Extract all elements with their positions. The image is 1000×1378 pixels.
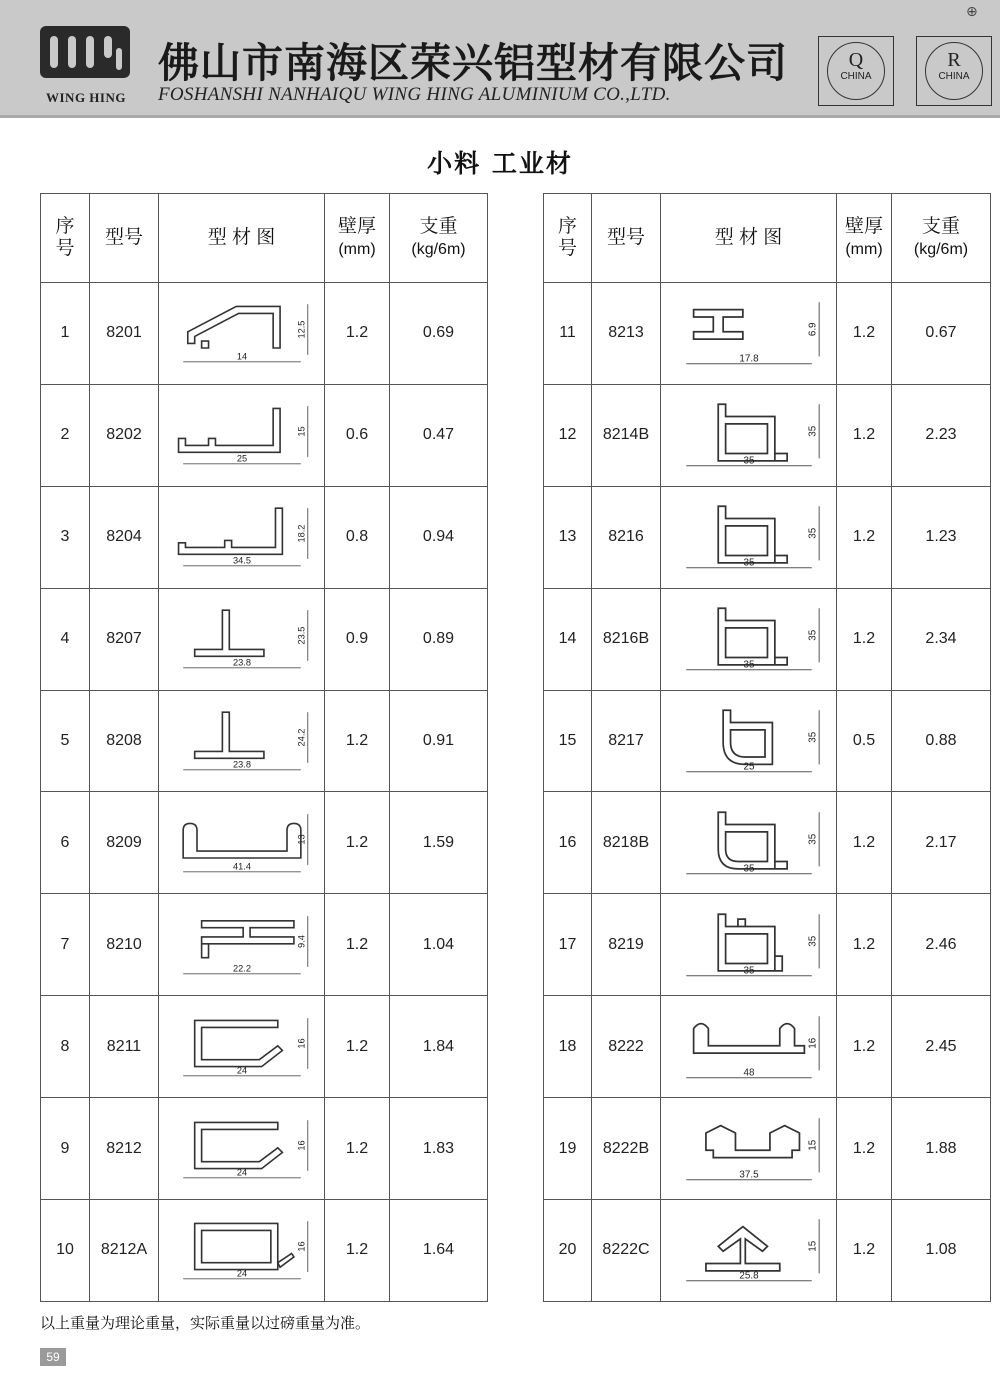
header-seq: 序号 [544, 194, 592, 283]
cert-r-letter: R [947, 49, 961, 71]
dimension-height-label: 16 [295, 1038, 306, 1049]
row-seq: 9 [41, 1098, 90, 1200]
row-model: 8212A [90, 1200, 159, 1302]
dimension-height-label: 23.5 [295, 626, 306, 645]
dimension-width-label: 22.2 [232, 963, 251, 974]
dimension-width-label: 17.8 [738, 353, 759, 365]
profile-drawing-icon [167, 396, 317, 474]
cert-r-label: CHINA [938, 71, 970, 82]
dimension-height-label: 9.4 [295, 934, 306, 948]
dimension-width-label: 48 [743, 1066, 754, 1078]
row-drawing [159, 792, 325, 894]
dimension-height-label: 35 [806, 731, 818, 743]
table-row [41, 996, 488, 1098]
profile-table-left [40, 193, 488, 1302]
table-row [41, 384, 488, 486]
header-seq: 序号 [41, 194, 90, 283]
dimension-height-label: 12.5 [295, 320, 306, 339]
row-weight: 0.88 [892, 690, 991, 792]
header-thickness: 壁厚 (mm) [837, 194, 892, 283]
header-model: 型号 [90, 194, 159, 283]
table-row [544, 996, 991, 1098]
weight-footnote: 以上重量为理论重量，实际重量以过磅重量为准。 [40, 1314, 371, 1332]
row-thickness: 1.2 [837, 894, 892, 996]
dimension-height-label: 16 [295, 1241, 306, 1253]
profile-drawing-icon [167, 906, 317, 984]
row-seq: 1 [41, 283, 90, 385]
row-weight: 1.23 [892, 486, 991, 588]
row-weight: 1.84 [390, 996, 488, 1098]
row-drawing [661, 1200, 837, 1302]
row-drawing [159, 1098, 325, 1200]
dimension-height-label: 18.2 [295, 524, 306, 543]
row-thickness: 1.2 [325, 894, 390, 996]
row-thickness: 1.2 [325, 283, 390, 385]
row-thickness: 1.2 [837, 486, 892, 588]
profile-drawing-icon [669, 702, 829, 780]
row-model: 8213 [592, 283, 661, 385]
row-seq: 14 [544, 588, 592, 690]
table-row [544, 792, 991, 894]
dimension-height-label: 35 [806, 935, 818, 947]
row-model: 8211 [90, 996, 159, 1098]
row-thickness: 1.2 [325, 792, 390, 894]
row-drawing [661, 588, 837, 690]
profile-drawing-icon [669, 600, 829, 678]
header-drawing: 型 材 图 [159, 194, 325, 283]
row-seq: 15 [544, 690, 592, 792]
row-model: 8204 [90, 486, 159, 588]
dimension-width-label: 25.8 [738, 1270, 759, 1282]
dimension-width-label: 23.8 [232, 657, 251, 668]
row-model: 8202 [90, 384, 159, 486]
table-row [544, 486, 991, 588]
row-drawing [159, 486, 325, 588]
table-row [41, 690, 488, 792]
row-drawing [661, 486, 837, 588]
row-seq: 11 [544, 283, 592, 385]
dimension-width-label: 35 [743, 659, 754, 671]
row-seq: 3 [41, 486, 90, 588]
row-seq: 7 [41, 894, 90, 996]
row-weight: 1.64 [390, 1200, 488, 1302]
table-row [41, 588, 488, 690]
row-thickness: 1.2 [837, 792, 892, 894]
profile-drawing-icon [167, 804, 317, 882]
table-row [544, 894, 991, 996]
profile-table-right [543, 193, 991, 1302]
row-weight: 0.69 [390, 283, 488, 385]
row-weight: 1.59 [390, 792, 488, 894]
dimension-height-label: 35 [806, 629, 818, 641]
dimension-width-label: 35 [743, 965, 754, 977]
dimension-width-label: 25 [743, 761, 754, 773]
row-weight: 0.67 [892, 283, 991, 385]
profile-drawing-icon [167, 1211, 317, 1289]
header-model: 型号 [592, 194, 661, 283]
profile-drawing-icon [167, 702, 317, 780]
row-model: 8218B [592, 792, 661, 894]
dimension-width-label: 14 [236, 351, 247, 362]
row-drawing [159, 894, 325, 996]
dimension-width-label: 25 [236, 453, 247, 464]
row-seq: 16 [544, 792, 592, 894]
dimension-width-label: 35 [743, 557, 754, 569]
row-model: 8216B [592, 588, 661, 690]
row-seq: 12 [544, 384, 592, 486]
page-title: 小料 工业材 [427, 149, 573, 178]
table-row [544, 1098, 991, 1200]
logo-text: WING HING [46, 90, 126, 105]
dimension-width-label: 35 [743, 455, 754, 467]
row-weight: 0.91 [390, 690, 488, 792]
dimension-width-label: 35 [743, 863, 754, 875]
row-weight: 2.23 [892, 384, 991, 486]
row-thickness: 1.2 [837, 384, 892, 486]
dimension-height-label: 16 [295, 1139, 306, 1151]
row-model: 8212 [90, 1098, 159, 1200]
dimension-height-label: 35 [806, 833, 818, 845]
row-weight: 2.34 [892, 588, 991, 690]
row-thickness: 1.2 [837, 588, 892, 690]
row-model: 8222B [592, 1098, 661, 1200]
row-weight: 0.47 [390, 384, 488, 486]
row-model: 8217 [592, 690, 661, 792]
table-row [41, 1098, 488, 1200]
cert-r-badge [916, 36, 992, 106]
profile-drawing-icon [669, 1110, 829, 1188]
row-seq: 17 [544, 894, 592, 996]
dimension-height-label: 6.9 [806, 322, 818, 337]
row-model: 8207 [90, 588, 159, 690]
row-weight: 0.94 [390, 486, 488, 588]
row-drawing [159, 283, 325, 385]
profile-drawing-icon [669, 804, 829, 882]
dimension-width-label: 24 [236, 1065, 247, 1076]
row-thickness: 1.2 [837, 1098, 892, 1200]
row-drawing [159, 690, 325, 792]
row-model: 8222 [592, 996, 661, 1098]
row-model: 8201 [90, 283, 159, 385]
row-seq: 4 [41, 588, 90, 690]
table-row [41, 792, 488, 894]
row-model: 8219 [592, 894, 661, 996]
row-thickness: 0.8 [325, 486, 390, 588]
row-drawing [159, 1200, 325, 1302]
table-row [544, 690, 991, 792]
row-seq: 6 [41, 792, 90, 894]
row-drawing [661, 690, 837, 792]
dimension-width-label: 34.5 [232, 555, 251, 566]
row-weight: 2.17 [892, 792, 991, 894]
dimension-height-label: 16 [806, 1037, 818, 1049]
profile-drawing-icon [167, 1008, 317, 1086]
row-drawing [661, 894, 837, 996]
company-name-en: FOSHANSHI NANHAIQU WING HING ALUMINIUM CO.,LTD. [158, 84, 671, 105]
page-number: 59 [40, 1348, 66, 1366]
table-row [41, 283, 488, 385]
dimension-height-label: 15 [295, 426, 306, 437]
row-model: 8208 [90, 690, 159, 792]
row-drawing [661, 792, 837, 894]
profile-drawing-icon [669, 396, 829, 474]
dimension-width-label: 41.4 [232, 861, 251, 872]
row-model: 8216 [592, 486, 661, 588]
row-drawing [159, 384, 325, 486]
row-seq: 8 [41, 996, 90, 1098]
profile-drawing-icon [167, 294, 317, 372]
row-drawing [661, 1098, 837, 1200]
cert-q-badge [818, 36, 894, 106]
company-logo [36, 26, 136, 106]
row-seq: 5 [41, 690, 90, 792]
cert-q-label: CHINA [840, 71, 872, 82]
row-weight: 2.45 [892, 996, 991, 1098]
row-seq: 20 [544, 1200, 592, 1302]
page-header [0, 0, 1000, 118]
profile-drawing-icon [669, 294, 829, 372]
row-drawing [159, 588, 325, 690]
cert-q-letter: Q [848, 49, 864, 71]
dimension-width-label: 23.8 [232, 759, 251, 770]
header-weight: 支重 (kg/6m) [390, 194, 488, 283]
row-thickness: 1.2 [325, 1200, 390, 1302]
dimension-height-label: 35 [806, 426, 818, 438]
row-weight: 1.88 [892, 1098, 991, 1200]
header-weight: 支重 (kg/6m) [892, 194, 991, 283]
profile-drawing-icon [669, 1008, 829, 1086]
header-drawing: 型 材 图 [661, 194, 837, 283]
row-thickness: 1.2 [837, 996, 892, 1098]
row-drawing [661, 996, 837, 1098]
row-weight: 1.83 [390, 1098, 488, 1200]
wing-hing-logo-icon [40, 26, 130, 78]
row-seq: 2 [41, 384, 90, 486]
profile-drawing-icon [669, 906, 829, 984]
row-seq: 18 [544, 996, 592, 1098]
profile-drawing-icon [167, 1110, 317, 1188]
dimension-width-label: 24 [236, 1167, 247, 1178]
profile-drawing-icon [167, 498, 317, 576]
profile-drawing-icon [669, 1211, 829, 1289]
table-row [41, 1200, 488, 1302]
row-seq: 13 [544, 486, 592, 588]
row-seq: 19 [544, 1098, 592, 1200]
dimension-height-label: 15 [806, 1241, 818, 1253]
dimension-height-label: 15 [806, 1139, 818, 1151]
row-thickness: 1.2 [837, 283, 892, 385]
registration-mark-icon: ⊕ [966, 4, 978, 20]
row-thickness: 0.9 [325, 588, 390, 690]
profile-drawing-icon [167, 600, 317, 678]
row-model: 8209 [90, 792, 159, 894]
row-weight: 2.46 [892, 894, 991, 996]
header-thickness: 壁厚 (mm) [325, 194, 390, 283]
table-row [41, 894, 488, 996]
table-row [41, 486, 488, 588]
row-weight: 1.08 [892, 1200, 991, 1302]
row-thickness: 1.2 [837, 1200, 892, 1302]
table-header-row [41, 194, 488, 283]
row-thickness: 0.6 [325, 384, 390, 486]
table-row [544, 588, 991, 690]
dimension-height-label: 13 [295, 834, 306, 845]
row-model: 8222C [592, 1200, 661, 1302]
table-row [544, 283, 991, 385]
table-row [544, 1200, 991, 1302]
dimension-height-label: 24.2 [295, 728, 306, 747]
row-seq: 10 [41, 1200, 90, 1302]
row-thickness: 1.2 [325, 1098, 390, 1200]
row-thickness: 0.5 [837, 690, 892, 792]
table-header-row [544, 194, 991, 283]
company-name-cn: 佛山市南海区荣兴铝型材有限公司 [158, 39, 788, 87]
row-thickness: 1.2 [325, 996, 390, 1098]
row-thickness: 1.2 [325, 690, 390, 792]
row-weight: 1.04 [390, 894, 488, 996]
row-weight: 0.89 [390, 588, 488, 690]
profile-drawing-icon [669, 498, 829, 576]
row-model: 8214B [592, 384, 661, 486]
dimension-width-label: 24 [236, 1268, 247, 1279]
row-model: 8210 [90, 894, 159, 996]
table-row [544, 384, 991, 486]
row-drawing [661, 283, 837, 385]
row-drawing [159, 996, 325, 1098]
dimension-height-label: 35 [806, 528, 818, 539]
row-drawing [661, 384, 837, 486]
dimension-width-label: 37.5 [738, 1168, 759, 1180]
